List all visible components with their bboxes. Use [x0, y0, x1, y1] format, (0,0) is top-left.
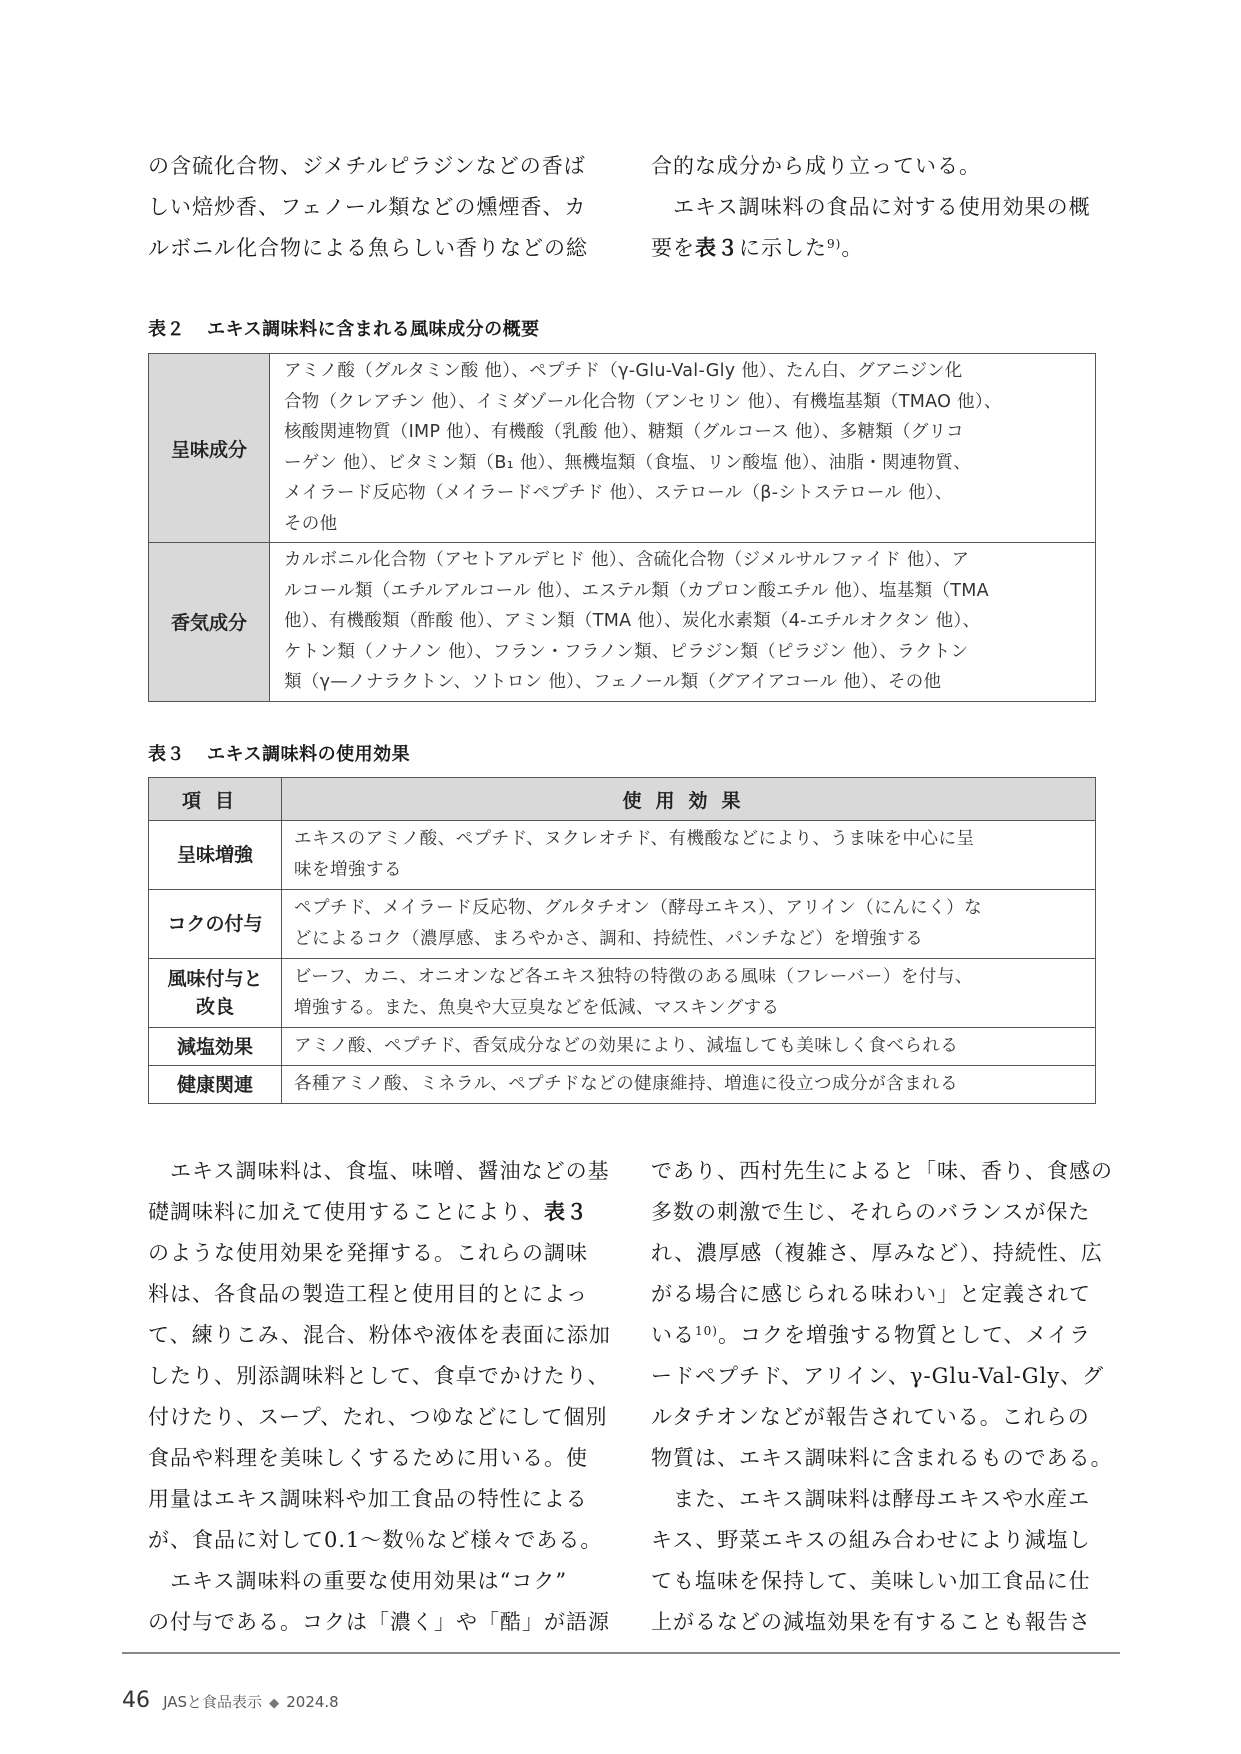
body-line: て、練りこみ、混合、粉体や液体を表面に添加	[148, 1323, 611, 1347]
body-line: れ、濃厚感（複雑さ、厚みなど）、持続性、広	[651, 1241, 1103, 1265]
body-line: エキス調味料は、食塩、味噌、醤油などの基	[170, 1159, 610, 1183]
citation: 9)	[827, 237, 842, 251]
cell-line: ビーフ、カニ、オニオンなど各エキス独特の特徴のある風味（フレーバー）を付与、	[294, 967, 973, 987]
table-row	[149, 543, 1096, 702]
body-line: ても塩味を保持して、美味しい加工食品に仕	[651, 1569, 1091, 1593]
top-left-column	[148, 146, 588, 269]
cell-line: ーゲン 他）、ビタミン類（B₁ 他）、無機塩類（食塩、リン酸塩 他）、油脂・関連物質、	[284, 452, 972, 473]
page-number: 46	[122, 1688, 150, 1713]
cell-line: 核酸関連物質（IMP 他）、有機酸（乳酸 他）、糖類（グルコース 他）、多糖類（グリコ	[284, 422, 964, 442]
body-line: 食品や料理を美味しくするために用いる。使	[148, 1446, 588, 1470]
cell-line: メイラード反応物（メイラードペプチド 他）、ステロール（β-シトステロール 他）、	[284, 483, 953, 503]
cell-line: エキスのアミノ酸、ペプチド、ヌクレオチド、有機酸などにより、うま味を中心に呈	[294, 829, 975, 849]
table2	[148, 353, 1096, 702]
text: 。コクを増強する物質として、メイラ	[717, 1323, 1092, 1347]
cell-line: カルボニル化合物（アセトアルデヒド 他）、含硫化合物（ジメルサルファイド 他）、ア	[284, 550, 970, 570]
cell-line: ルコール類（エチルアルコール 他）、エステル類（カプロン酸エチル 他）、塩基類（TMA	[284, 580, 989, 601]
bottom-left-column	[148, 1151, 611, 1643]
table3	[148, 777, 1096, 1104]
cell-line: どによるコク（濃厚感、まろやかさ、調和、持続性、パンチなど）を増強する	[294, 929, 924, 949]
row-label	[149, 890, 282, 959]
body-line: エキス調味料の食品に対する使用効果の概	[673, 195, 1091, 219]
row-content	[282, 1028, 1096, 1066]
body-line: 用量はエキス調味料や加工食品の特性による	[148, 1487, 588, 1511]
body-line: ードペプチド、アリイン、γ-Glu-Val-Gly、グ	[651, 1364, 1105, 1388]
diamond-icon: ◆	[269, 1696, 280, 1711]
row-label	[149, 959, 282, 1028]
table-row	[149, 959, 1096, 1028]
body-line	[148, 1192, 611, 1233]
label-line: 健康関連	[176, 1073, 253, 1096]
table-reference: 表３	[544, 1200, 588, 1224]
top-right-column	[651, 146, 1091, 269]
body-line: 付けたり、スープ、たれ、つゆなどにして個別	[148, 1405, 608, 1429]
row-label	[149, 1028, 282, 1066]
row-content	[282, 890, 1096, 959]
row-label: 呈味成分	[149, 354, 270, 543]
row-label: 香気成分	[149, 543, 270, 702]
cell-line: 各種アミノ酸、ミネラル、ペプチドなどの健康維持、増進に役立つ成分が含まれる	[294, 1074, 959, 1094]
row-content	[270, 543, 1096, 702]
label-line: 風味付与と	[167, 968, 263, 990]
body-line	[651, 1315, 1113, 1356]
body-line: キス、野菜エキスの組み合わせにより減塩し	[651, 1528, 1091, 1552]
cell-line: 増強する。また、魚臭や大豆臭などを低減、マスキングする	[294, 998, 780, 1018]
body-line: 料は、各食品の製造工程と使用目的とによっ	[148, 1282, 588, 1306]
cell-line: 類（γ—ノナラクトン、ソトロン 他）、フェノール類（グアイアコール 他）、その他	[284, 672, 942, 692]
text: 要を	[651, 236, 695, 260]
cell-line: ペプチド、メイラード反応物、グルタチオン（酵母エキス）、アリイン（にんにく）な	[294, 898, 983, 918]
body-line: 上がるなどの減塩効果を有することも報告さ	[651, 1610, 1091, 1634]
label-line: コクの付与	[167, 913, 263, 935]
page-footer	[122, 1688, 339, 1713]
issue-date: 2024.8	[286, 1693, 339, 1711]
table2-title: エキス調味料に含まれる風味成分の概要	[207, 319, 540, 340]
journal-name: JASと食品表示	[163, 1693, 263, 1711]
table-row	[149, 354, 1096, 543]
table3-number: 表３	[148, 744, 185, 765]
body-line: であり、西村先生によると「味、香り、食感の	[651, 1159, 1113, 1183]
body-line: しい焙炒香、フェノール類などの燻煙香、カ	[148, 195, 587, 219]
table3-title: エキス調味料の使用効果	[207, 744, 411, 765]
body-line	[651, 228, 1091, 269]
text: 。	[841, 236, 864, 260]
body-line: がる場合に感じられる味わい」と定義されて	[651, 1282, 1091, 1306]
cell-line: アミノ酸、ペプチド、香気成分などの効果により、減塩しても美味しく食べられる	[294, 1036, 959, 1056]
column-header-item: 項目	[149, 778, 282, 821]
table3-caption	[148, 740, 410, 766]
body-line: ルタチオンなどが報告されている。これらの	[651, 1405, 1090, 1429]
footer-divider	[122, 1652, 1120, 1654]
cell-line: 合物（クレアチン 他）、イミダゾール化合物（アンセリン 他）、有機塩基類（TMAO 他）、	[284, 391, 1002, 412]
label-line: 呈味増強	[176, 844, 253, 866]
body-line: したり、別添調味料として、食卓でかけたり、	[148, 1364, 610, 1388]
table-row	[149, 890, 1096, 959]
cell-line: 他）、有機酸類（酢酸 他）、アミン類（TMA 他）、炭化水素類（4-エチルオクタン 他）、	[284, 611, 981, 631]
label-line: 改良	[195, 996, 234, 1018]
row-label	[149, 1066, 282, 1104]
body-line: エキス調味料の重要な使用効果は“コク”	[170, 1569, 568, 1593]
table-reference: 表３	[695, 236, 739, 260]
body-line: が、食品に対して0.1～数％など様々である。	[148, 1528, 603, 1552]
table-row	[149, 1028, 1096, 1066]
body-line: の付与である。コクは「濃く」や「酷」が語源	[148, 1610, 610, 1634]
row-label	[149, 821, 282, 890]
cell-line: アミノ酸（グルタミン酸 他）、ペプチド（γ-Glu-Val-Gly 他）、たん白、グアニジン化	[284, 361, 963, 381]
body-line: 物質は、エキス調味料に含まれるものである。	[651, 1446, 1113, 1470]
body-line: の含硫化合物、ジメチルピラジンなどの香ば	[148, 154, 586, 178]
row-content	[282, 1066, 1096, 1104]
label-line: 減塩効果	[176, 1035, 253, 1058]
row-content	[282, 821, 1096, 890]
cell-line: ケトン類（ノナノン 他）、フラン・フラノン類、ピラジン類（ピラジン 他）、ラクトン	[284, 641, 969, 662]
text: に示した	[739, 236, 827, 260]
table-header-row	[149, 778, 1096, 821]
row-content	[282, 959, 1096, 1028]
table-row	[149, 1066, 1096, 1104]
cell-line: その他	[284, 513, 338, 534]
row-content	[270, 354, 1096, 543]
body-line: 多数の刺激で生じ、それらのバランスが保た	[651, 1200, 1091, 1224]
body-line: のような使用効果を発揮する。これらの調味	[148, 1241, 588, 1265]
text: いる	[651, 1323, 695, 1347]
text: 礎調味料に加えて使用することにより、	[148, 1200, 544, 1224]
table2-caption	[148, 315, 540, 341]
table-row	[149, 821, 1096, 890]
body-line: 合的な成分から成り立っている。	[651, 154, 981, 178]
bottom-right-column	[651, 1151, 1113, 1643]
column-header-effect: 使用効果	[282, 778, 1096, 821]
cell-line: 味を増強する	[294, 860, 402, 880]
body-line: ルボニル化合物による魚らしい香りなどの総	[148, 236, 588, 260]
citation: 10)	[695, 1324, 718, 1338]
table2-number: 表２	[148, 319, 185, 340]
body-line: また、エキス調味料は酵母エキスや水産エ	[673, 1487, 1091, 1511]
